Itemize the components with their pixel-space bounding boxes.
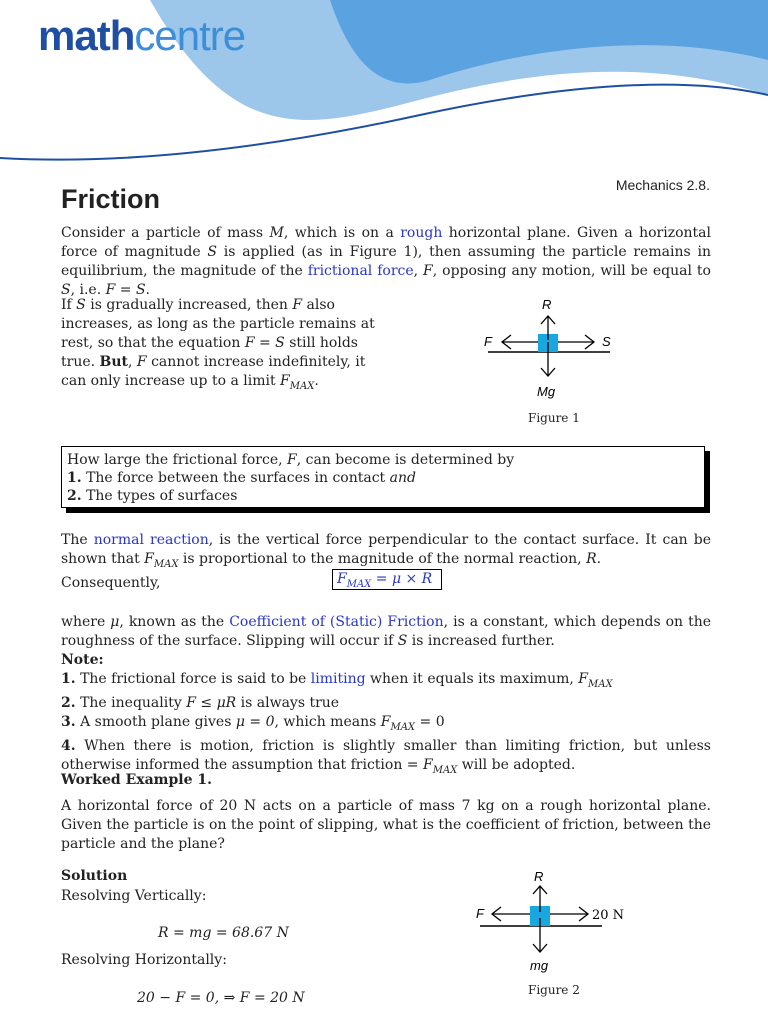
callout-item-1: 1. The force between the surfaces in contact and bbox=[67, 470, 416, 486]
vertical-equation: R = mg = 68.67 N bbox=[158, 925, 289, 941]
link-limiting[interactable]: limiting bbox=[310, 671, 366, 687]
intro-paragraph: Consider a particle of mass M, which is on a rough horizontal plane. Given a horizontal force of magnitude S is applied (as in Figure 1), then assuming the particle remains in equilibrium, the magnitude of the frictional force, F, opposing any motion, will be equal to S, i.e. F = S. bbox=[61, 225, 712, 298]
label-R: R bbox=[534, 869, 544, 884]
normal-reaction-paragraph: The normal reaction, is the vertical force perpendicular to the contact surface. It can be shown that $F_{MAX}$ is proportional to the magnitude of the normal reaction, R. Consequently, bbox=[61, 532, 712, 591]
figure-2-diagram bbox=[472, 866, 642, 978]
label-F: F bbox=[476, 906, 484, 921]
page-title: Friction bbox=[61, 184, 160, 214]
callout-intro: How large the frictional force, F, can become is determined by bbox=[67, 452, 515, 468]
notes-heading: Note: bbox=[61, 652, 104, 668]
callout-item-2: 2. The types of surfaces bbox=[67, 488, 238, 504]
friction-law-equation: $F_{MAX} = \mu \times R$ bbox=[332, 569, 442, 590]
horizontal-equation: 20 − F = 0, ⇒ F = 20 N bbox=[137, 990, 305, 1006]
label-Mg: Mg bbox=[537, 384, 556, 399]
notes-section bbox=[61, 651, 711, 779]
label-20N: 20 N bbox=[592, 908, 625, 923]
figure-1-diagram bbox=[480, 296, 620, 406]
section-code: Mechanics 2.8. bbox=[615, 177, 710, 193]
link-frictional-force[interactable]: frictional force bbox=[307, 263, 414, 279]
note-1: 1. The frictional force is said to be limiting when it equals its maximum, $F_{MAX}$ bbox=[61, 671, 613, 690]
link-normal-reaction[interactable]: normal reaction bbox=[93, 532, 209, 548]
label-S: S bbox=[602, 334, 611, 349]
resolving-horizontally: Resolving Horizontally: bbox=[61, 952, 227, 968]
note-2: 2. The inequality F ≤ μR is always true bbox=[61, 694, 340, 711]
note-3: 3. A smooth plane gives μ = 0, which means $F_{MAX} = 0$ bbox=[61, 713, 445, 733]
figure-1-caption: Figure 1 bbox=[528, 411, 580, 425]
coefficient-paragraph: where μ, known as the Coefficient of (Static) Friction, is a constant, which depends on the roughness of the surface. Slipping will occur if S is increased further. bbox=[61, 614, 712, 649]
link-rough[interactable]: rough bbox=[400, 225, 443, 241]
figure-2-caption: Figure 2 bbox=[528, 983, 580, 997]
label-F: F bbox=[484, 334, 492, 349]
worked-example-heading: Worked Example 1. bbox=[61, 772, 212, 788]
label-R: R bbox=[542, 297, 552, 312]
solution-heading: Solution bbox=[61, 868, 128, 884]
note-4: 4. When there is motion, friction is slightly smaller than limiting friction, but unless otherwise informed the assumption that friction = $F_{MAX}$ will be adopted. bbox=[61, 737, 711, 776]
determinants-callout bbox=[61, 446, 705, 508]
worked-example-text: A horizontal force of 20 N acts on a particle of mass 7 kg on a rough horizontal plane. Given the particle is on the point of slipping, what is the coefficient of friction, between the particle and the plane? bbox=[61, 798, 711, 852]
limit-paragraph: If S is gradually increased, then F also increases, as long as the particle remains at rest, so that the equation F = S still holds true. But, F cannot increase indefinitely, it can only increase up to a limit $F_{MAX}$. bbox=[61, 297, 375, 392]
link-coefficient-of-friction[interactable]: Coefficient of (Static) Friction bbox=[229, 614, 444, 630]
mathcentre-logo: mathcentre bbox=[38, 12, 246, 59]
resolving-vertically: Resolving Vertically: bbox=[61, 888, 207, 904]
label-mg: mg bbox=[530, 958, 549, 973]
